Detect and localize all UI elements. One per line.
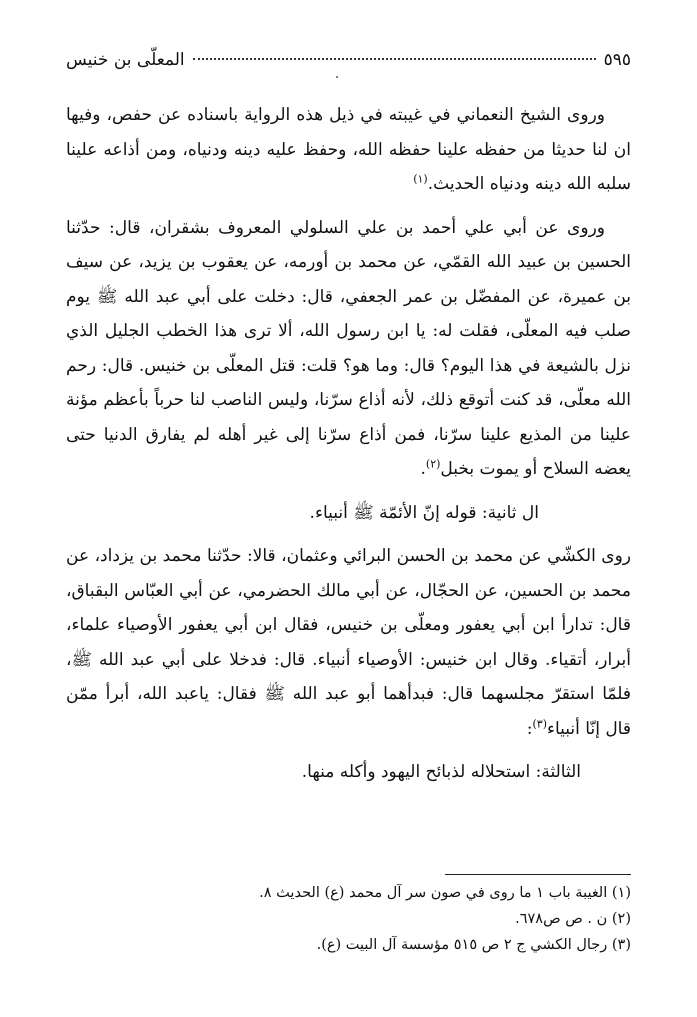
paragraph-shuqran	[66, 211, 631, 487]
running-header	[66, 48, 631, 72]
paragraph-nomani	[66, 98, 631, 202]
footnote-3: (٣) رجال الكشي ج ٢ ص ٥١٥ مؤسسة آل البيت (ع).	[316, 937, 631, 953]
paragraph-text: وروى عن أبي علي أحمد بن علي السلولي المعروف بشقران، قال: حدّثنا الحسين بن عبيد الله القمّي، عن محمد بن أورمه، عن يعقوب بن يزيد، عن سيف بن عميرة، عن المفضّل بن عمر الجعفي، قال: دخلت على أبي عبد الله ﷺ يوم صلب فيه المعلّى، فقلت له: يا ابن رسول الله، ألا ترى هذا الخطب الجليل الذي نزل بالشيعة في هذا اليوم؟ قال: وما هو؟ قلت: قتل المعلّى بن خنيس. قال: رحم الله معلّى، قد كنت أتوقع ذلك، لأنه أذاع سرّنا، وليس الناصب لنا حرباً بأعظم مؤنة علينا من المذيع علينا سرّنا، فمن أذاع سرّنا إلى غير أهله لم يفارق الدنيا حتى يعضه السلاح أو يموت بخبل	[66, 217, 631, 479]
paragraph-text: روى الكشّي عن محمد بن الحسن البرائي وعثمان، قالا: حدّثنا محمد بن يزداد، عن محمد بن الحسين، عن الحجّال، عن أبي مالك الحضرمي، عن أبي العبّاس البقباق، قال: تدارأ ابن أبي يعفور ومعلّى بن خنيس، فقال ابن أبي يعفور الأوصياء علماء، أبرار، أتقياء. وقال ابن خنيس: الأوصياء أنبياء. قال: فدخلا على أبي عبد الله ﷺ، فلمّا استقرّ مجلسهما قال: فبدأهما أبو عبد الله ﷺ فقال: ياعبد الله، أبرأ ممّن قال إنّا أنبياء	[66, 546, 632, 739]
footnote-ref-2: (٢)	[425, 457, 441, 471]
paragraph-text: وروى الشيخ النعماني في غيبته في ذيل هذه الرواية باسناده عن حفص، وفيها ان لنا حديثا من حفظه علينا حفظه الله، وحفظ عليه دينه ودنياه، ومن أذاعه علينا سلبه الله دينه ودنياه الحديث.	[66, 105, 631, 194]
paragraph-end: .	[420, 459, 426, 479]
heading-text: ال ثانية: قوله إنّ الأئمّة ﷺ أنبياء.	[309, 502, 539, 523]
section-heading-second	[66, 496, 631, 531]
header-leader-dots	[193, 58, 596, 60]
chapter-title: المعلّى بن خنيس	[66, 50, 185, 70]
section-heading-third	[66, 755, 631, 790]
footnote-ref-3: (٣)	[532, 716, 547, 730]
page-number: ٥٩٥	[603, 50, 631, 70]
heading-text: الثالثة: استحلاله لذبائح اليهود وأكله منها.	[301, 762, 581, 782]
paragraph-kashshi	[66, 539, 631, 746]
footnote-ref-1: (١)	[413, 172, 428, 186]
paragraph-end: :	[526, 718, 533, 739]
footnote-2: (٢) ن . ص ص٦٧٨.	[515, 911, 631, 927]
footnotes	[66, 880, 631, 958]
ink-speck	[336, 76, 338, 78]
body-text	[66, 98, 631, 799]
footnote-separator	[445, 874, 631, 875]
footnote-1: (١) الغيبة باب ١ ما روى في صون سر آل محمد (ع) الحديث ٨.	[259, 885, 631, 901]
